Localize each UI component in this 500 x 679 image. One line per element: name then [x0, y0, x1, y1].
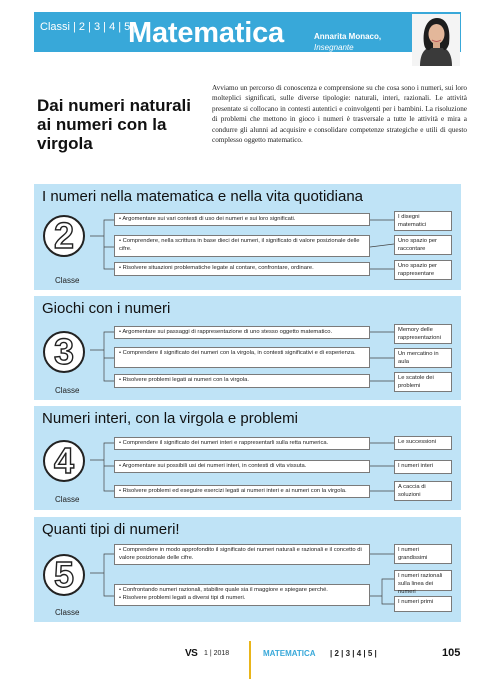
activity-box: A caccia di soluzioni: [394, 481, 452, 501]
section-title: Numeri interi, con la virgola e problemi: [42, 410, 298, 427]
objective-item: • Confrontando numeri razionali, stabilire quale sia il maggiore e spiegare perché. • Risolvere problemi legati a diversi tipi di numeri.: [114, 584, 370, 606]
subject-title: Matematica: [128, 17, 284, 49]
activity-box: Uno spazio per raccontare: [394, 235, 452, 255]
objective-item: • Comprendere il significato dei numeri interi e rappresentarli sulla retta numerica.: [114, 437, 370, 450]
author-role: Insegnante: [314, 43, 354, 52]
objective-item: • Comprendere in modo approfondito il significato dei numeri naturali e razionali e il concetto di valore posizionale delle cifre.: [114, 544, 370, 565]
page-number: 105: [442, 647, 461, 659]
objective-item: • Risolvere problemi legati ai numeri con la virgola.: [114, 374, 370, 388]
section-title: Giochi con i numeri: [42, 300, 171, 317]
magazine-logo: VS: [185, 648, 198, 659]
activity-box: Uno spazio per rappresentare: [394, 260, 452, 280]
activity-box: Un mercatino in aula: [394, 348, 452, 368]
grade-number-circle: 4: [43, 440, 85, 482]
classes-indicator: Classi | 2 | 3 | 4 | 5 |: [40, 21, 137, 33]
activity-box: I numeri grandissimi: [394, 544, 452, 564]
objective-item: • Risolvere problemi ed eseguire esercizi legati ai numeri interi e ai numeri con la virgola.: [114, 485, 370, 498]
issue-number: 1 | 2018: [204, 650, 230, 657]
page-header: [0, 0, 500, 78]
objective-item: • Argomentare sui vari contesti di uso dei numeri e sui loro significati.: [114, 213, 370, 226]
section-title: I numeri nella matematica e nella vita quotidiana: [42, 188, 364, 205]
activity-box: Le successioni: [394, 436, 452, 450]
footer-subject: MATEMATICA: [263, 649, 316, 658]
objective-item: • Argomentare sui passaggi di rappresentazione di uno stesso oggetto matematico.: [114, 326, 370, 339]
objective-item: • Comprendere il significato dei numeri con la virgola, in contesti significativi e di esperienza.: [114, 347, 370, 368]
activity-box: Le scatole dei problemi: [394, 372, 452, 392]
grade-label: Classe: [55, 495, 80, 504]
activity-box: I disegni matematici: [394, 211, 452, 231]
section-classe-4: [34, 406, 461, 510]
activity-box: I numeri primi: [394, 596, 452, 612]
author-photo: [412, 14, 460, 66]
section-classe-3: [34, 296, 461, 400]
section-classe-2: [34, 184, 461, 290]
activity-box: I numeri interi: [394, 460, 452, 474]
activity-box: Memory delle rappresentazioni: [394, 324, 452, 344]
objective-item: • Risolvere situazioni problematiche legate al contare, confrontare, ordinare.: [114, 262, 370, 276]
grade-label: Classe: [55, 386, 80, 395]
section-title: Quanti tipi di numeri!: [42, 521, 180, 538]
intro-paragraph: Avviamo un percorso di conoscenza e comprensione su che cosa sono i numeri, sui loro molteplici significati, sulle diverse tipologie: naturali, interi, razionali. Le attività presentate si collocano in contesti autentici e coinvolgenti per i bambini. La risoluzione di problemi che mettono in gioco i numeri è trasversale a tutte le attività e mira a condurre gli alunni ad acquisire e consolidare competenze strategiche e utili di questo complesso oggetto matematico.: [212, 84, 467, 145]
objective-item: • Argomentare sui possibili usi dei numeri interi, in contesti di vita vissuta.: [114, 460, 370, 473]
grade-number-circle: 2: [43, 215, 85, 257]
article-title: Dai numeri naturali ai numeri con la virgola: [37, 96, 191, 153]
grade-label: Classe: [55, 276, 80, 285]
section-classe-5: [34, 517, 461, 622]
author-name: Annarita Monaco,: [314, 32, 382, 41]
footer-divider: [249, 641, 251, 679]
grade-number-circle: 5: [43, 554, 85, 596]
objective-item: • Comprendere, nella scrittura in base dieci dei numeri, il significato di valore posizionale delle cifre.: [114, 235, 370, 257]
grade-label: Classe: [55, 608, 80, 617]
activity-box: I numeri razionali sulla linea dei numeri: [394, 570, 452, 591]
footer-classes: | 2 | 3 | 4 | 5 |: [330, 649, 377, 658]
grade-number-circle: 3: [43, 331, 85, 373]
